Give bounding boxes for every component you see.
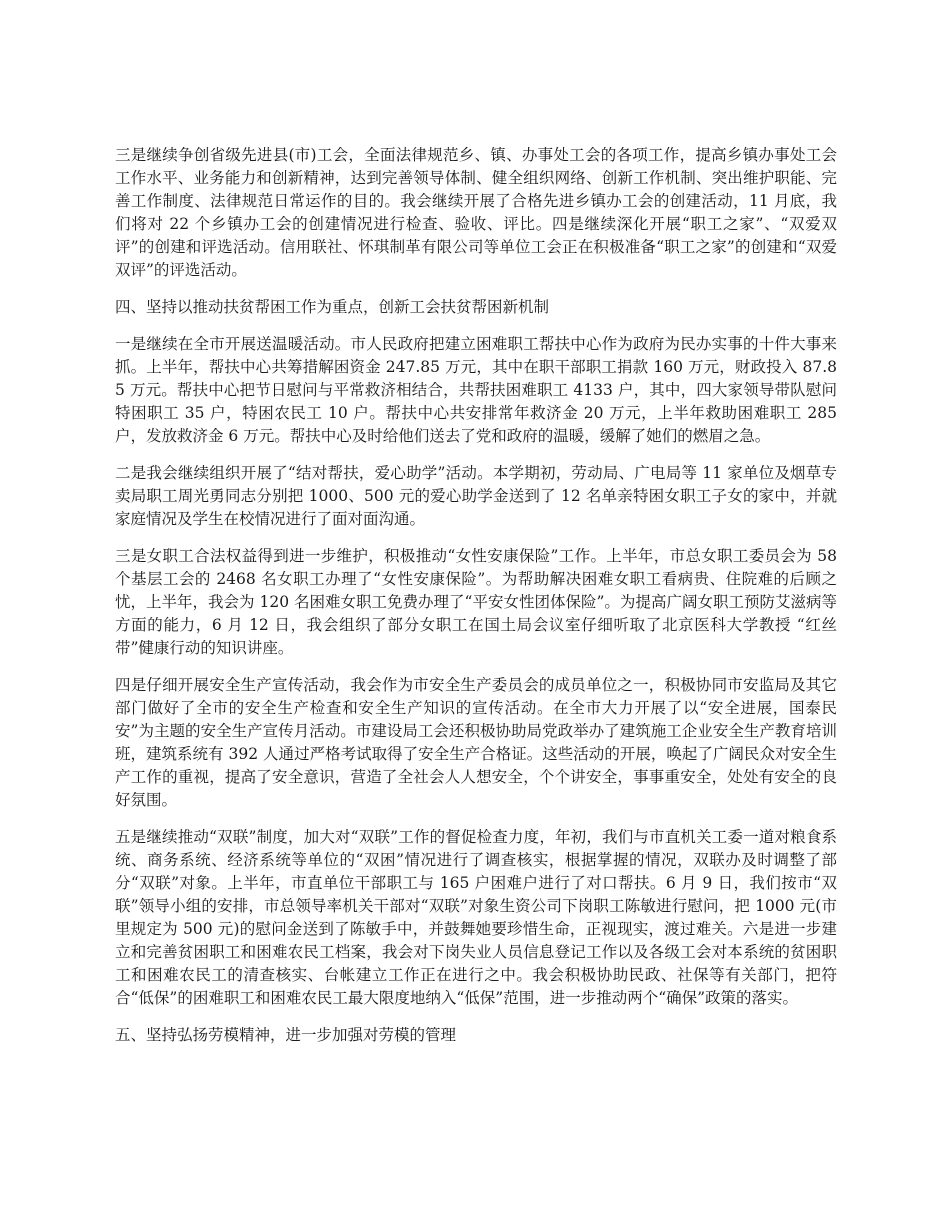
paragraph-dual-link-system: 五是继续推动“双联”制度，加大对“双联”工作的督促检查力度，年初，我们与市直机关工委一道对粮食系统、商务系统、经济系统等单位的“双困”情况进行了调查核实，根据掌握的情况，双联办及时调整了部分“双联”对象。上半年，市直单位干部职工与 165 户困难户进行了对口帮扶。6 月 9 日，我们按市“双联”领导小组的安排，市总领导率机关干部对“双联”对象生资公司下岗职工陈敏进行慰问，把 1000 元(市里规定为 500 元)的慰问金送到了陈敏手中，并鼓舞她要珍惜生命，正视现实，渡过难关。六是进一步建立和完善贫困职工和困难农民工档案，我会对下岗失业人员信息登记工作以及各级工会对本系统的贫困职工和困难农民工的清查核实、台帐建立工作正在进行之中。我会积极协助民政、社保等有关部门，把符合“低保”的困难职工和困难农民工最大限度地纳入“低保”范围，进一步推动两个“确保”政策的落实。 (115, 828, 837, 1007)
paragraph-education-aid: 二是我会继续组织开展了“结对帮扶，爱心助学”活动。本学期初，劳动局、广电局等 11 家单位及烟草专卖局职工周光勇同志分别把 1000、500 元的爱心助学金送到了 12 名单亲特困女职工子女的家中，并就家庭情况及学生在校情况进行了面对面沟通。 (115, 464, 837, 528)
paragraph-county-union-creation: 三是继续争创省级先进县(市)工会，全面法律规范乡、镇、办事处工会的各项工作，提高乡镇办事处工会工作水平、业务能力和创新精神，达到完善领导体制、健全组织网络、创新工作机制、突出维护职能、完善工作制度、法律规范日常运作的目的。我会继续开展了合格先进乡镇办工会的创建活动，11 月底，我们将对 22 个乡镇办工会的创建情况进行检查、验收、评比。四是继续深化开展“职工之家”、“双爱双评”的创建和评选活动。信用联社、怀琪制革有限公司等单位工会正在积极准备“职工之家”的创建和“双爱双评”的评选活动。 (115, 146, 837, 279)
paragraph-female-worker-rights: 三是女职工合法权益得到进一步维护，积极推动“女性安康保险”工作。上半年，市总女职工委员会为 58 个基层工会的 2468 名女职工办理了“女性安康保险”。为帮助解决困难女职工看病贵、住院难的后顾之忧，上半年，我会为 120 名困难女职工免费办理了“平安女性团体保险”。为提高广阔女职工预防艾滋病等方面的能力，6 月 12 日，我会组织了部分女职工在国土局会议室仔细听取了北京医科大学教授 “红丝带”健康行动的知识讲座。 (115, 547, 837, 657)
section-heading-model-workers: 五、坚持弘扬劳模精神，进一步加强对劳模的管理 (115, 1026, 457, 1044)
paragraph-safety-campaign: 四是仔细开展安全生产宣传活动，我会作为市安全生产委员会的成员单位之一，积极协同市安监局及其它部门做好了全市的安全生产检查和安全生产知识的宣传活动。在全市大力开展了以“安全进展，国泰民安”为主题的安全生产宣传月活动。市建设局工会还积极协助局党政举办了建筑施工企业安全生产教育培训班，建筑系统有 392 人通过严格考试取得了安全生产合格证。这些活动的开展，唤起了广阔民众对安全生产工作的重视，提高了安全意识，营造了全社会人人想安全，个个讲安全，事事重安全，处处有安全的良好氛围。 (115, 676, 837, 809)
document-body (115, 144, 837, 1061)
paragraph-warmth-campaign: 一是继续在全市开展送温暖活动。市人民政府把建立困难职工帮扶中心作为政府为民办实事的十件大事来抓。上半年，帮扶中心共筹措解困资金 247.85 万元，其中在职干部职工捐款 160 万元，财政投入 87.85 万元。帮扶中心把节日慰问与平常救济相结合，共帮扶困难职工 4133 户，其中，四大家领导带队慰问特困职工 35 户，特困农民工 10 户。帮扶中心共安排常年救济金 20 万元，上半年救助困难职工 285 户，发放救济金 6 万元。帮扶中心及时给他们送去了党和政府的温暖，缓解了她们的燃眉之急。 (115, 335, 837, 445)
section-heading-poverty-relief: 四、坚持以推动扶贫帮困工作为重点，创新工会扶贫帮困新机制 (115, 298, 550, 316)
